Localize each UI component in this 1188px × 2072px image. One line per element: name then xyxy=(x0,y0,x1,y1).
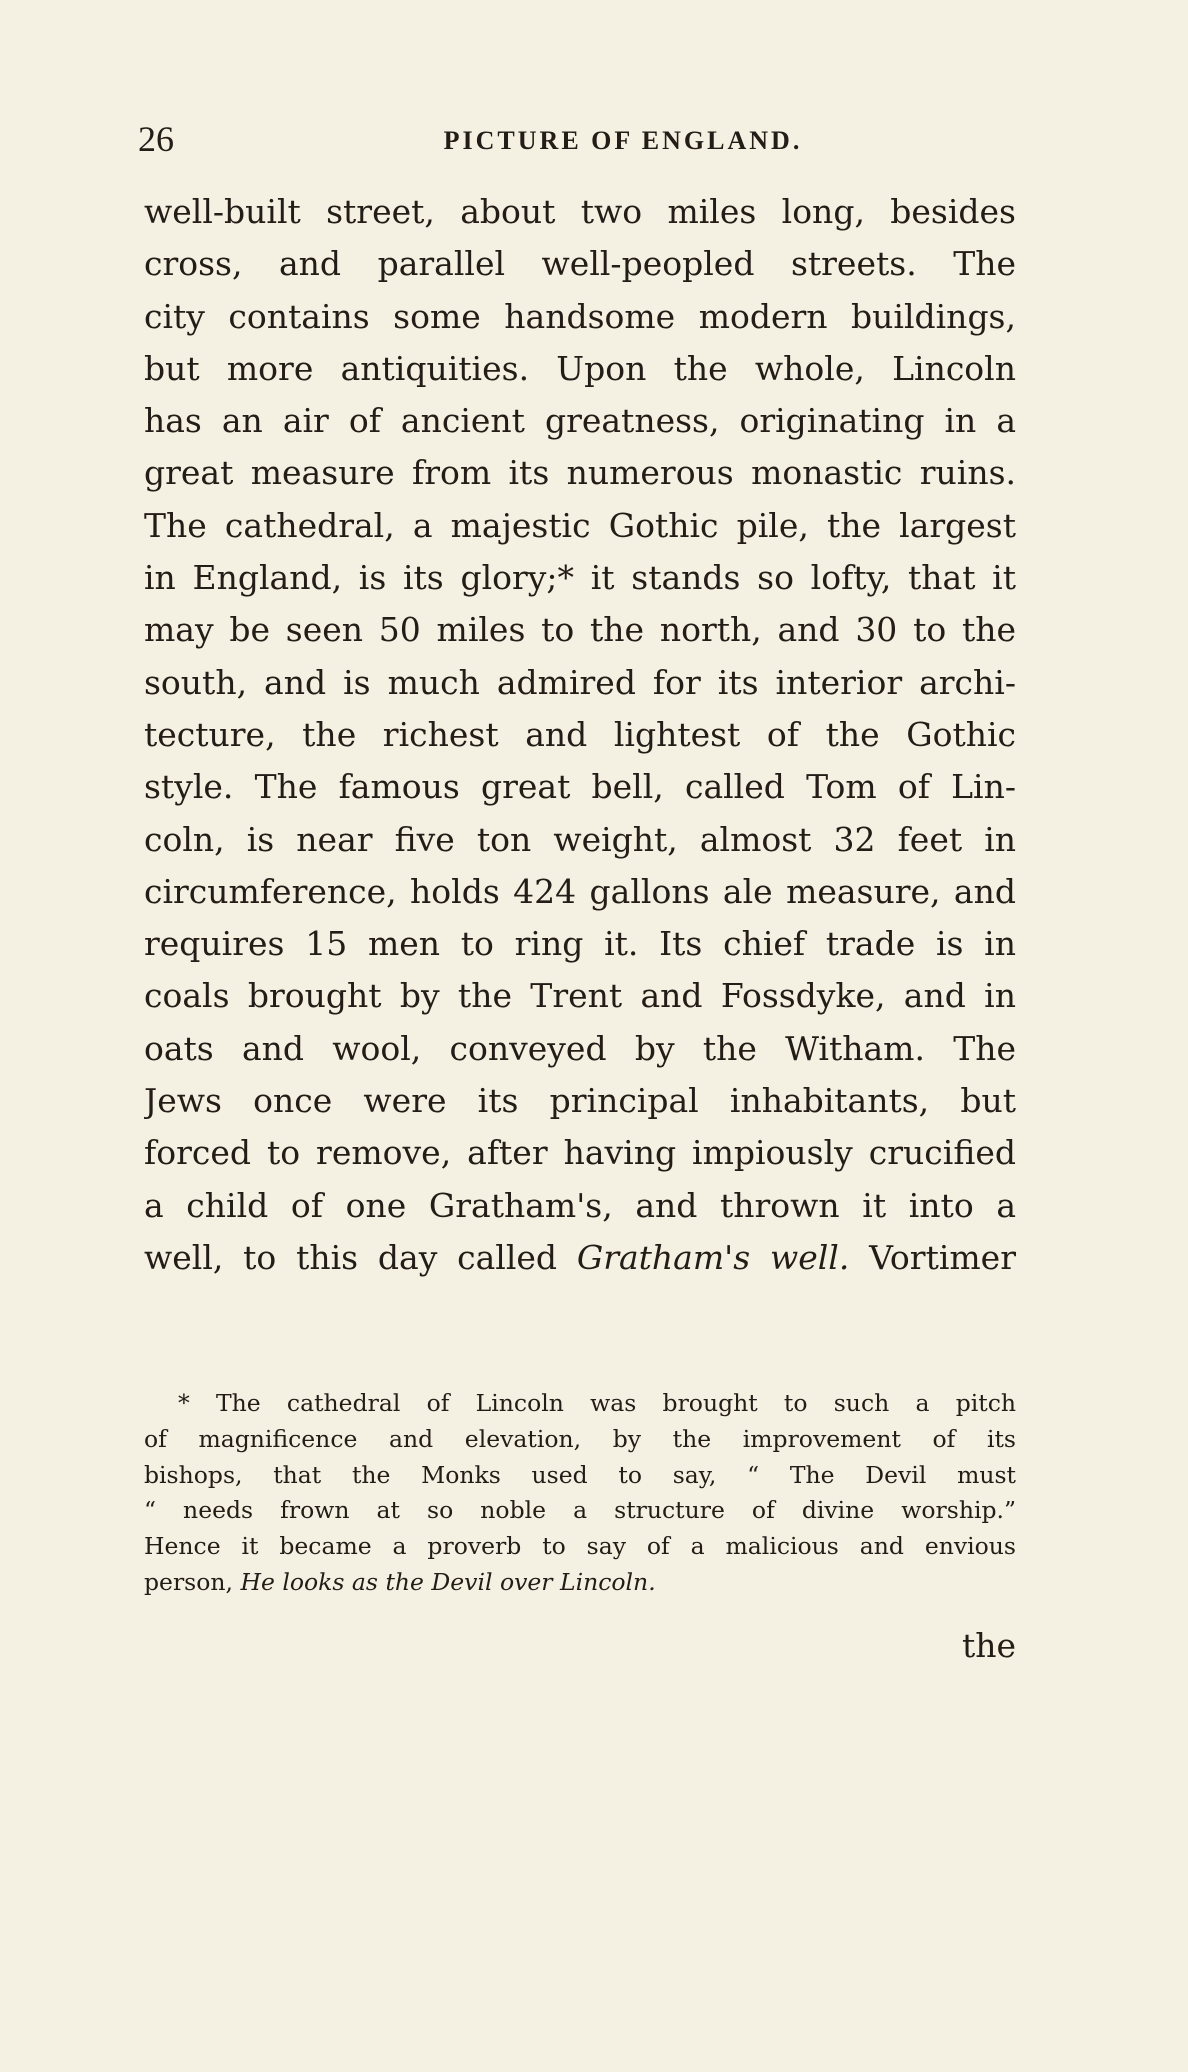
running-head: PICTURE OF ENGLAND. xyxy=(443,126,803,155)
text-line: oats and wool, conveyed by the Witham. The xyxy=(144,1028,1016,1068)
text-line: south, and is much admired for its interior archi- xyxy=(144,662,1016,702)
text-line: but more antiquities. Upon the whole, Lincoln xyxy=(144,348,1016,388)
text-line: cross, and parallel well-peopled streets. The xyxy=(144,244,1016,284)
page-number: 26 xyxy=(138,119,174,159)
page-header xyxy=(138,118,1038,168)
text-line: coals brought by the Trent and Fossdyke, and in xyxy=(144,976,1016,1016)
text-line: city contains some handsome modern buildings, xyxy=(144,296,1016,336)
text-line: requires 15 men to ring it. Its chief trade is in xyxy=(144,924,1016,964)
text-line: has an air of ancient greatness, originating in a xyxy=(144,401,1016,441)
footnote-last-prefix: person, xyxy=(144,1567,241,1596)
last-line-prefix: well, to this day called xyxy=(144,1237,577,1277)
catchword: the xyxy=(961,1626,1016,1665)
footnote-line: “ needs frown at so noble a structure of divine worship.” xyxy=(144,1496,1016,1525)
last-line-suffix: Vortimer xyxy=(849,1237,1016,1277)
footnote-line: Hence it became a proverb to say of a malicious and envious xyxy=(144,1532,1016,1561)
body-text xyxy=(144,186,1016,1284)
text-line: great measure from its numerous monastic ruins. xyxy=(144,453,1016,493)
text-line: coln, is near five ton weight, almost 32 feet in xyxy=(144,819,1016,859)
text-line: Jews once were its principal inhabitants, but xyxy=(144,1081,1016,1121)
text-line: forced to remove, after having impiously crucified xyxy=(144,1133,1016,1173)
text-line: style. The famous great bell, called Tom of Lin- xyxy=(144,767,1016,807)
text-line: in England, is its glory;* it stands so lofty, that it xyxy=(144,558,1016,598)
text-line: tecture, the richest and lightest of the Gothic xyxy=(144,714,1016,754)
footnote-line: of magnificence and elevation, by the improvement of its xyxy=(144,1424,1016,1453)
text-line-last xyxy=(144,1232,1016,1284)
text-line: The cathedral, a majestic Gothic pile, the largest xyxy=(144,505,1016,545)
text-line: circumference, holds 424 gallons ale measure, and xyxy=(144,871,1016,911)
text-line: well-built street, about two miles long, besides xyxy=(144,192,1016,231)
footnote-last-italic: He looks as the Devil over Lincoln. xyxy=(240,1567,656,1596)
last-line-italic: Gratham's well. xyxy=(576,1237,850,1277)
footnote-line: * The cathedral of Lincoln was brought to such a pitch xyxy=(178,1389,1016,1417)
footnote-line-last xyxy=(144,1565,1016,1601)
footnote-line: bishops, that the Monks used to say, “ The Devil must xyxy=(144,1460,1016,1489)
text-line: a child of one Gratham's, and thrown it into a xyxy=(144,1185,1016,1225)
text-line: may be seen 50 miles to the north, and 30 to the xyxy=(144,610,1016,650)
footnote xyxy=(144,1386,1016,1601)
